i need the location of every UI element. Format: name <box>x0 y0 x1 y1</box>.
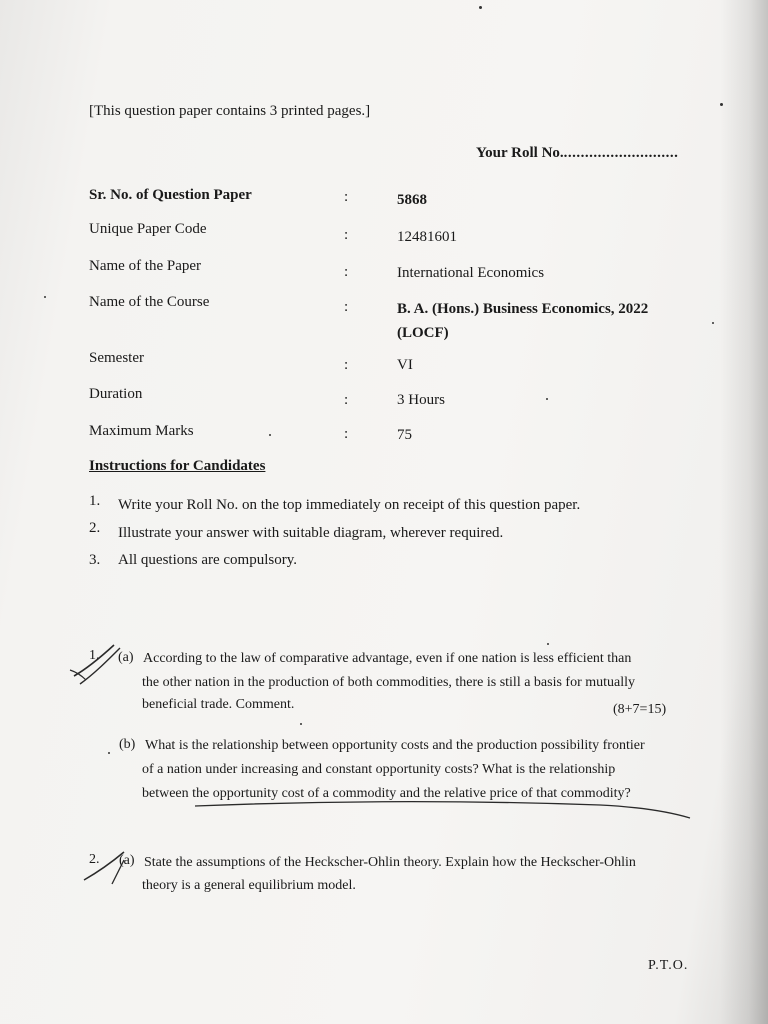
scan-speck <box>269 434 271 436</box>
header-note: [This question paper contains 3 printed pages.] <box>89 103 371 119</box>
pen-tick-mark <box>80 648 120 684</box>
question-part-label: (a) <box>118 650 134 665</box>
question-part-label: (b) <box>119 737 136 752</box>
meta-label-paper-name: Name of the Paper <box>89 258 202 274</box>
instruction-number: 1. <box>89 493 101 509</box>
scan-speck <box>479 6 482 9</box>
pen-tick-mark <box>84 852 124 880</box>
pen-tick-mark <box>70 670 86 680</box>
instruction-text: Illustrate your answer with suitable diagram, wherever required. <box>118 525 504 541</box>
meta-label-duration: Duration <box>89 386 143 402</box>
instructions-heading: Instructions for Candidates <box>89 458 266 474</box>
instruction-text: All questions are compulsory. <box>118 552 297 568</box>
meta-label-max-marks: Maximum Marks <box>89 423 194 439</box>
instruction-number: 2. <box>89 520 101 536</box>
scan-speck <box>44 296 46 298</box>
scan-speck <box>300 723 302 725</box>
roll-label: Your Roll No. <box>476 145 564 161</box>
meta-colon: : <box>344 299 349 315</box>
question-marks: (8+7=15) <box>613 702 667 717</box>
question-line: What is the relationship between opportunity costs and the production possibility frontier <box>145 738 645 753</box>
meta-colon: : <box>344 264 349 280</box>
question-line: theory is a general equilibrium model. <box>142 878 356 893</box>
meta-value-course: B. A. (Hons.) Business Economics, 2022 <box>397 301 649 317</box>
meta-colon: : <box>344 227 349 243</box>
meta-value-max-marks: 75 <box>397 427 412 443</box>
meta-value-paper-name: International Economics <box>397 265 545 281</box>
meta-colon: : <box>344 392 349 408</box>
meta-value-semester: VI <box>397 357 413 373</box>
scan-speck <box>108 752 110 754</box>
meta-value-serial: 5868 <box>397 192 427 208</box>
meta-label-serial: Sr. No. of Question Paper <box>89 187 252 203</box>
roll-dots: ........................... <box>563 145 679 161</box>
question-line: the other nation in the production of both commodities, there is still a basis for mutually <box>142 675 636 690</box>
scan-speck <box>547 643 549 645</box>
meta-label-course: Name of the Course <box>89 294 210 310</box>
scan-speck <box>720 103 723 106</box>
instruction-number: 3. <box>89 552 101 568</box>
meta-colon: : <box>344 426 349 442</box>
pen-underline <box>195 802 690 818</box>
question-number: 2. <box>89 852 100 867</box>
question-line: beneficial trade. Comment. <box>142 697 295 712</box>
meta-colon: : <box>344 357 349 373</box>
instruction-text: Write your Roll No. on the top immediately on receipt of this question paper. <box>118 497 581 513</box>
page-turn-over: P.T.O. <box>648 958 689 973</box>
meta-value-paper-code: 12481601 <box>397 229 457 245</box>
question-line: between the opportunity cost of a commodity and the relative price of that commodity? <box>142 786 631 801</box>
pen-tick-mark <box>112 860 124 884</box>
scan-speck <box>712 322 714 324</box>
meta-label-semester: Semester <box>89 350 144 366</box>
question-part-label: (a) <box>119 853 135 868</box>
meta-colon: : <box>344 189 349 205</box>
meta-value-duration: 3 Hours <box>397 392 445 408</box>
question-number: 1. <box>89 648 100 663</box>
question-line: State the assumptions of the Heckscher-Ohlin theory. Explain how the Heckscher-Ohlin <box>144 855 636 870</box>
meta-value-course-line2: (LOCF) <box>397 325 449 341</box>
scan-speck <box>546 398 548 400</box>
question-line: of a nation under increasing and constant opportunity costs? What is the relationship <box>142 762 616 777</box>
meta-label-paper-code: Unique Paper Code <box>89 221 207 237</box>
question-line: According to the law of comparative advantage, even if one nation is less efficient than <box>143 651 632 666</box>
